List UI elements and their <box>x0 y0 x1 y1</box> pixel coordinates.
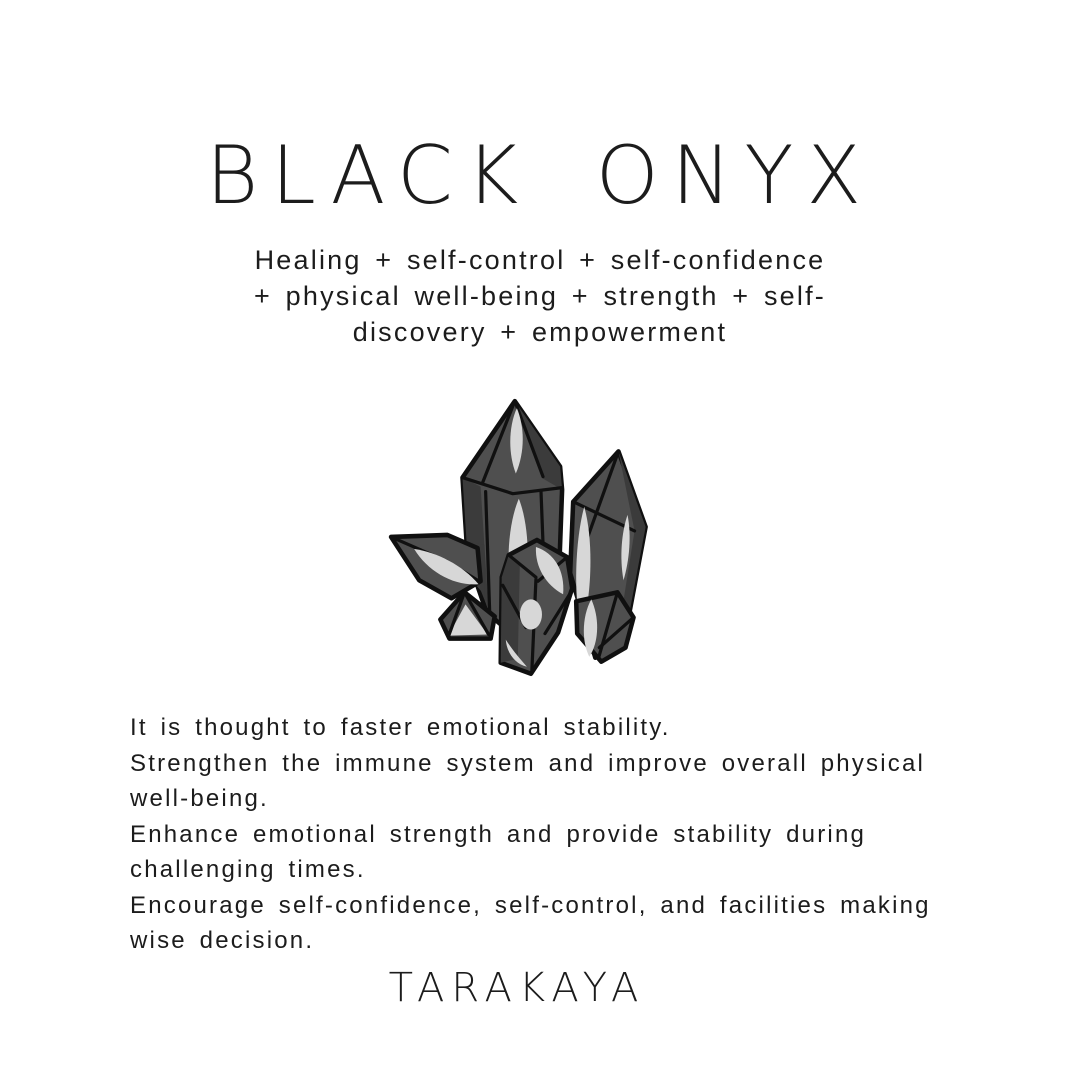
crystal-left-spike <box>391 535 485 598</box>
crystal-cluster-icon <box>384 394 706 696</box>
description-line: It is thought to faster emotional stability. <box>130 714 671 741</box>
crystal-bottom-right <box>576 592 633 661</box>
description-line: challenging times. <box>130 856 366 883</box>
description <box>130 710 1010 959</box>
description-line: Strengthen the immune system and improve overall physical <box>130 749 926 777</box>
subtitle-line: Healing + self-control + self-confidence <box>254 245 826 275</box>
subtitle-line: discovery + empowerment <box>352 317 728 347</box>
subtitle <box>0 242 1080 350</box>
description-line: wise decision. <box>130 927 315 954</box>
brand-footer <box>0 964 1034 1012</box>
brand-name: TARAKAYA <box>388 965 646 1011</box>
description-line: Encourage self-confidence, self-control, and facilities making <box>130 891 931 919</box>
crystal-front-center <box>501 540 572 674</box>
description-line: well-being. <box>130 785 269 812</box>
description-line: Enhance emotional strength and provide stability during <box>130 820 867 848</box>
subtitle-line: + physical well-being + strength + self- <box>254 281 826 311</box>
crystal-illustration <box>384 394 706 696</box>
page-title: BLACK ONYX <box>205 129 875 222</box>
